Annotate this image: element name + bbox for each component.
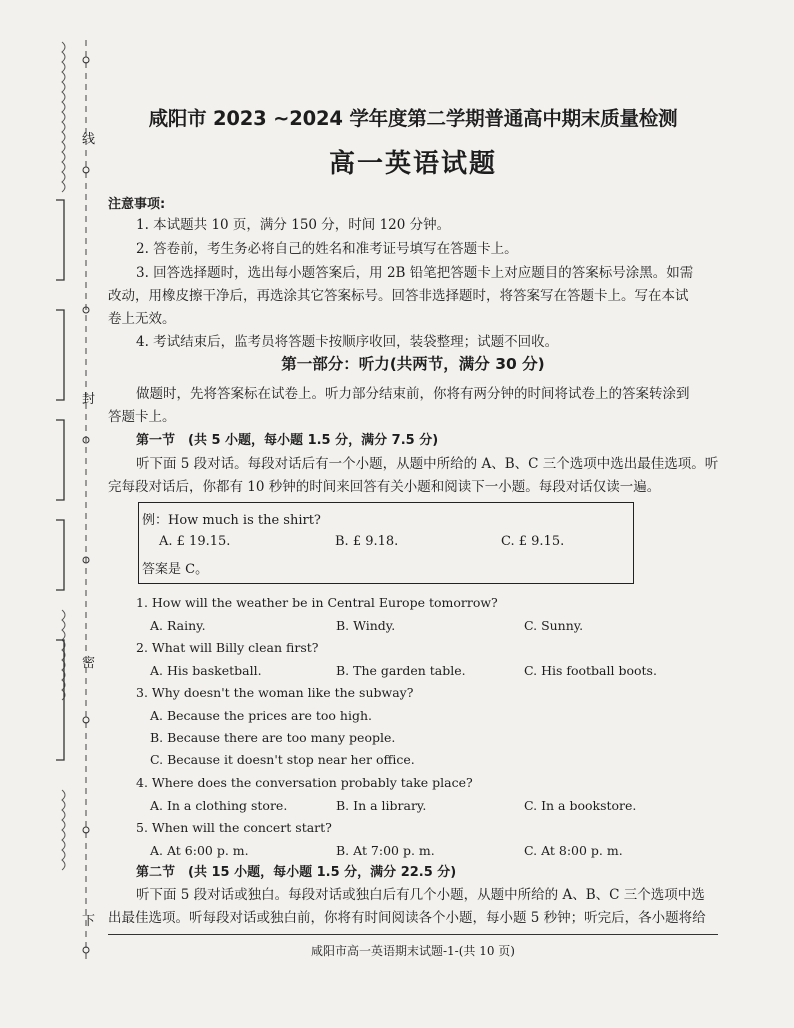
note-item-4: 4. 考试结束后，监考员将答题卡按顺序收回，装袋整理；试题不回收。: [136, 334, 559, 350]
example-answer: 答案是 C。: [142, 562, 209, 577]
binding-char-xia: 下: [82, 914, 96, 929]
binding-line-art: [0, 0, 100, 1028]
section1-intro-line2: 完每段对话后，你都有 10 秒钟的时间来回答有关小题和阅读下一小题。每段对话仅读一遍。: [108, 479, 661, 495]
example-box: [138, 502, 634, 584]
question-3: 3. Why doesn't the woman like the subway?: [136, 685, 414, 700]
q5-option-a: A. At 6:00 p. m.: [150, 843, 249, 858]
q4-option-b: B. In a library.: [336, 798, 427, 813]
q5-option-c: C. At 8:00 p. m.: [524, 843, 623, 858]
q2-option-c: C. His football boots.: [524, 663, 657, 678]
exam-page: [108, 0, 728, 1028]
q3-option-b: B. Because there are too many people.: [150, 730, 396, 745]
part1-intro-line2: 答题卡上。: [108, 409, 176, 425]
note-item-1: 1. 本试题共 10 页，满分 150 分，时间 120 分钟。: [136, 217, 451, 233]
binding-char-feng: 封: [82, 392, 96, 407]
example-question: 例：How much is the shirt?: [142, 513, 321, 528]
section2-title: 第二节 (共 15 小题，每小题 1.5 分，满分 22.5 分): [136, 865, 457, 880]
example-option-b: B. £ 9.18.: [335, 534, 399, 549]
question-5: 5. When will the concert start?: [136, 820, 332, 835]
q5-option-b: B. At 7:00 p. m.: [336, 843, 435, 858]
example-option-c: C. £ 9.15.: [501, 534, 565, 549]
note-item-2: 2. 答卷前，考生务必将自己的姓名和准考证号填写在答题卡上。: [136, 241, 518, 257]
binding-char-mi: 密: [82, 656, 96, 671]
exam-title-line1: 咸阳市 2023 ~2024 学年度第二学期普通高中期末质量检测: [148, 107, 678, 130]
question-1: 1. How will the weather be in Central Europe tomorrow?: [136, 595, 498, 610]
note-item-3-cont: 改动，用橡皮擦干净后，再选涂其它答案标号。回答非选择题时，将答案写在答题卡上。写在本试: [108, 288, 689, 304]
q2-option-a: A. His basketball.: [150, 663, 262, 678]
question-2: 2. What will Billy clean first?: [136, 640, 319, 655]
part1-intro-line1: 做题时，先将答案标在试卷上。听力部分结束前，你将有两分钟的时间将试卷上的答案转涂到: [136, 386, 690, 402]
q1-option-c: C. Sunny.: [524, 618, 584, 633]
q1-option-b: B. Windy.: [336, 618, 396, 633]
q4-option-c: C. In a bookstore.: [524, 798, 637, 813]
page-footer: 咸阳市高一英语期末试题-1-(共 10 页): [310, 944, 515, 958]
example-option-a: A. £ 19.15.: [159, 534, 231, 549]
binding-margin: [0, 0, 100, 1028]
section2-intro-line1: 听下面 5 段对话或独白。每段对话或独白后有几个小题，从题中所给的 A、B、C 三个选项中选: [136, 887, 705, 903]
binding-char-xian: 线: [82, 132, 96, 147]
exam-title-line2: 高一英语试题: [328, 149, 497, 179]
notes-heading: 注意事项:: [108, 197, 166, 212]
footer-rule: [108, 934, 718, 935]
q3-option-c: C. Because it doesn't stop near her office.: [150, 752, 415, 767]
q2-option-b: B. The garden table.: [336, 663, 466, 678]
note-item-3-cont2: 卷上无效。: [108, 311, 176, 327]
part1-title: 第一部分：听力(共两节，满分 30 分): [281, 355, 545, 373]
section1-title: 第一节 (共 5 小题，每小题 1.5 分，满分 7.5 分): [136, 433, 439, 448]
question-4: 4. Where does the conversation probably take place?: [136, 775, 473, 790]
note-item-3: 3. 回答选择题时，选出每小题答案后，用 2B 铅笔把答题卡上对应题目的答案标号涂黑。如需: [136, 265, 694, 281]
section2-intro-line2: 出最佳选项。听每段对话或独白前，你将有时间阅读各个小题，每小题 5 秒钟；听完后，各小题将给: [108, 910, 706, 926]
section1-intro-line1: 听下面 5 段对话。每段对话后有一个小题，从题中所给的 A、B、C 三个选项中选出最佳选项。听: [136, 456, 719, 472]
q3-option-a: A. Because the prices are too high.: [150, 708, 372, 723]
q4-option-a: A. In a clothing store.: [150, 798, 288, 813]
q1-option-a: A. Rainy.: [150, 618, 206, 633]
